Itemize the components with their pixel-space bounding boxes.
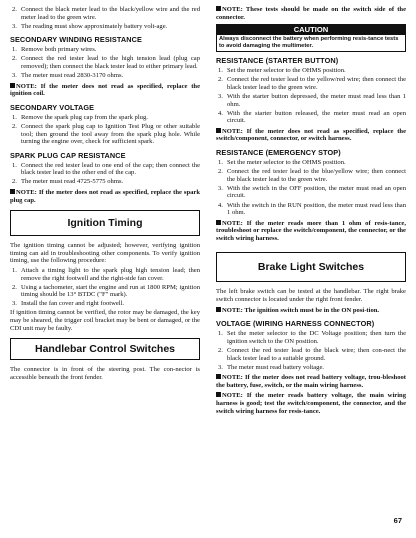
steps-list <box>10 46 200 79</box>
left-column <box>10 6 200 381</box>
caution-box <box>216 24 406 52</box>
list-item: 1. Remove the spark plug cap from the spark plug. <box>12 113 148 121</box>
steps-list <box>216 159 406 217</box>
steps-list <box>216 67 406 125</box>
section-heading: RESISTANCE (STARTER BUTTON) <box>216 56 339 66</box>
right-column <box>216 6 406 418</box>
list-item: 3. The reading must show approximately battery volt-age. <box>12 22 168 30</box>
section-title-box: Handlebar Control Switches <box>10 338 200 360</box>
note: NOTE: These tests should be made on the switch side of the connector. <box>216 6 406 21</box>
list-item: 2. The meter must read 4725-5775 ohms. <box>12 178 124 186</box>
section-title-box: Brake Light Switches <box>216 252 406 282</box>
list-item: 3. With the starter button depressed, the meter must read less than 1 ohm. <box>218 92 406 108</box>
note-bullet-icon <box>216 307 221 312</box>
page-number: 67 <box>393 516 402 525</box>
list-item: 1. Remove both primary wires. <box>12 46 97 54</box>
steps-list <box>216 330 406 371</box>
note: NOTE: The ignition switch must be in the ON posi-tion. <box>216 307 406 315</box>
list-item: 3. The meter must read battery voltage. <box>218 363 325 371</box>
section-heading: RESISTANCE (EMERGENCY STOP) <box>216 148 341 158</box>
section-heading: VOLTAGE (WIRING HARNESS CONNECTOR) <box>216 319 375 329</box>
paragraph: The ignition timing cannot be adjusted; however, verifying ignition timing can aid in troubleshooting other components. To verify ignition timing, use the following procedure: <box>10 242 200 265</box>
list-item: 2. Connect the spark plug cap to Ignition Test Plug or other suitable tool; then ground the tool away from the spark plug hole. While turning the engine over, check for sufficient spark. <box>12 122 200 146</box>
note: NOTE: If the meter reads more than 1 ohm of resis-tance, troubleshoot or replace the switch/component, the connector, or the switch wiring harness. <box>216 219 406 242</box>
list-item: 4. With the switch in the RUN position, the meter must read less than 1 ohm. <box>218 201 406 217</box>
list-item: 3. The meter must read 2830-3170 ohms. <box>12 72 124 80</box>
paragraph: The connector is in front of the steering post. The con-nector is accessible beneath the front fender. <box>10 366 200 381</box>
note: NOTE: If the meter does not read as specified, replace the spark plug cap. <box>10 189 200 204</box>
note-bullet-icon <box>10 83 15 88</box>
list-item: 1. Attach a timing light to the spark plug high tension lead; then remove the right footwell and the right-side fan cover. <box>12 266 200 282</box>
list-item: 1. Set the meter selector to the OHMS position. <box>218 67 346 75</box>
list-item: 2. Connect the red tester lead to the black wire; then con-nect the black tester lead to a suitable ground. <box>218 346 406 362</box>
list-item: 2. Connect the red tester lead to the blue/yellow wire; then connect the black tester lead to the green wire. <box>218 168 406 183</box>
list-item: 1. Connect the red tester lead to one end of the cap; then connect the black tester lead to the other end of the cap. <box>12 161 200 177</box>
list-item: 2. Connect the red tester lead to the yellow/red wire; then connect the black tester lead to the green wire. <box>218 76 406 91</box>
paragraph: The left brake switch can be tested at the handlebar. The right brake switch connector is located under the right front fender. <box>216 288 406 304</box>
section-title-box: Ignition Timing <box>10 210 200 236</box>
note: NOTE: If the meter reads battery voltage, the main wiring harness is good; test the switch/component, the connector, and the switch wiring harness for resis-tance. <box>216 392 406 415</box>
steps-list <box>10 267 200 308</box>
list-item: 1. Set the meter selector to the OHMS position. <box>218 159 346 167</box>
steps-list <box>10 162 200 186</box>
note-bullet-icon <box>216 220 221 225</box>
list-item: 2. Using a tachometer, start the engine and run at 1800 RPM; ignition timing should be 13° BTDC ("F" mark). <box>12 283 200 299</box>
note-bullet-icon <box>216 392 221 397</box>
note: NOTE: If the meter does not read as specified, replace the switch/component, connector, or switch harness. <box>216 127 406 143</box>
list-item: 3. Install the fan cover and right footwell. <box>12 300 125 308</box>
steps-list <box>10 114 200 146</box>
list-item: 4. With the starter button released, the meter must read an open circuit. <box>218 109 406 125</box>
note-bullet-icon <box>216 128 221 133</box>
note: NOTE: If the meter does not read battery voltage, trou-bleshoot the battery, fuse, switch, or the main wiring harness. <box>216 374 406 389</box>
caution-text: Always disconnect the battery when performing resis-tance tests to avoid damaging the multimeter. <box>219 36 399 50</box>
section-heading: SECONDARY VOLTAGE <box>10 102 95 112</box>
list-item: 2. Connect the black meter lead to the black/yellow wire and the red meter lead to the green wire. <box>12 6 200 21</box>
note-bullet-icon <box>216 6 221 11</box>
intro-steps <box>10 6 200 30</box>
list-item: 3. With the switch in the OFF position, the meter must read an open circuit. <box>218 184 406 200</box>
list-item: 1. Set the meter selector to the DC Voltage position; then turn the ignition switch to the ON position. <box>218 330 406 345</box>
section-heading: SPARK PLUG CAP RESISTANCE <box>10 150 126 160</box>
caution-title: CAUTION <box>217 25 405 35</box>
note-bullet-icon <box>10 189 15 194</box>
section-heading: SECONDARY WINDING RESISTANCE <box>10 35 142 45</box>
note-bullet-icon <box>216 374 221 379</box>
note: NOTE: If the meter does not read as specified, replace the ignition coil. <box>10 82 200 98</box>
list-item: 2. Connect the red tester lead to the high tension lead (plug cap removed); then connect the black tester lead to either primary lead. <box>12 55 200 70</box>
paragraph: If ignition timing cannot be verified, the rotor may be damaged, the key may be sheared, the trigger coil bracket may be bent or damaged, or the CDI unit may be faulty. <box>10 309 200 332</box>
